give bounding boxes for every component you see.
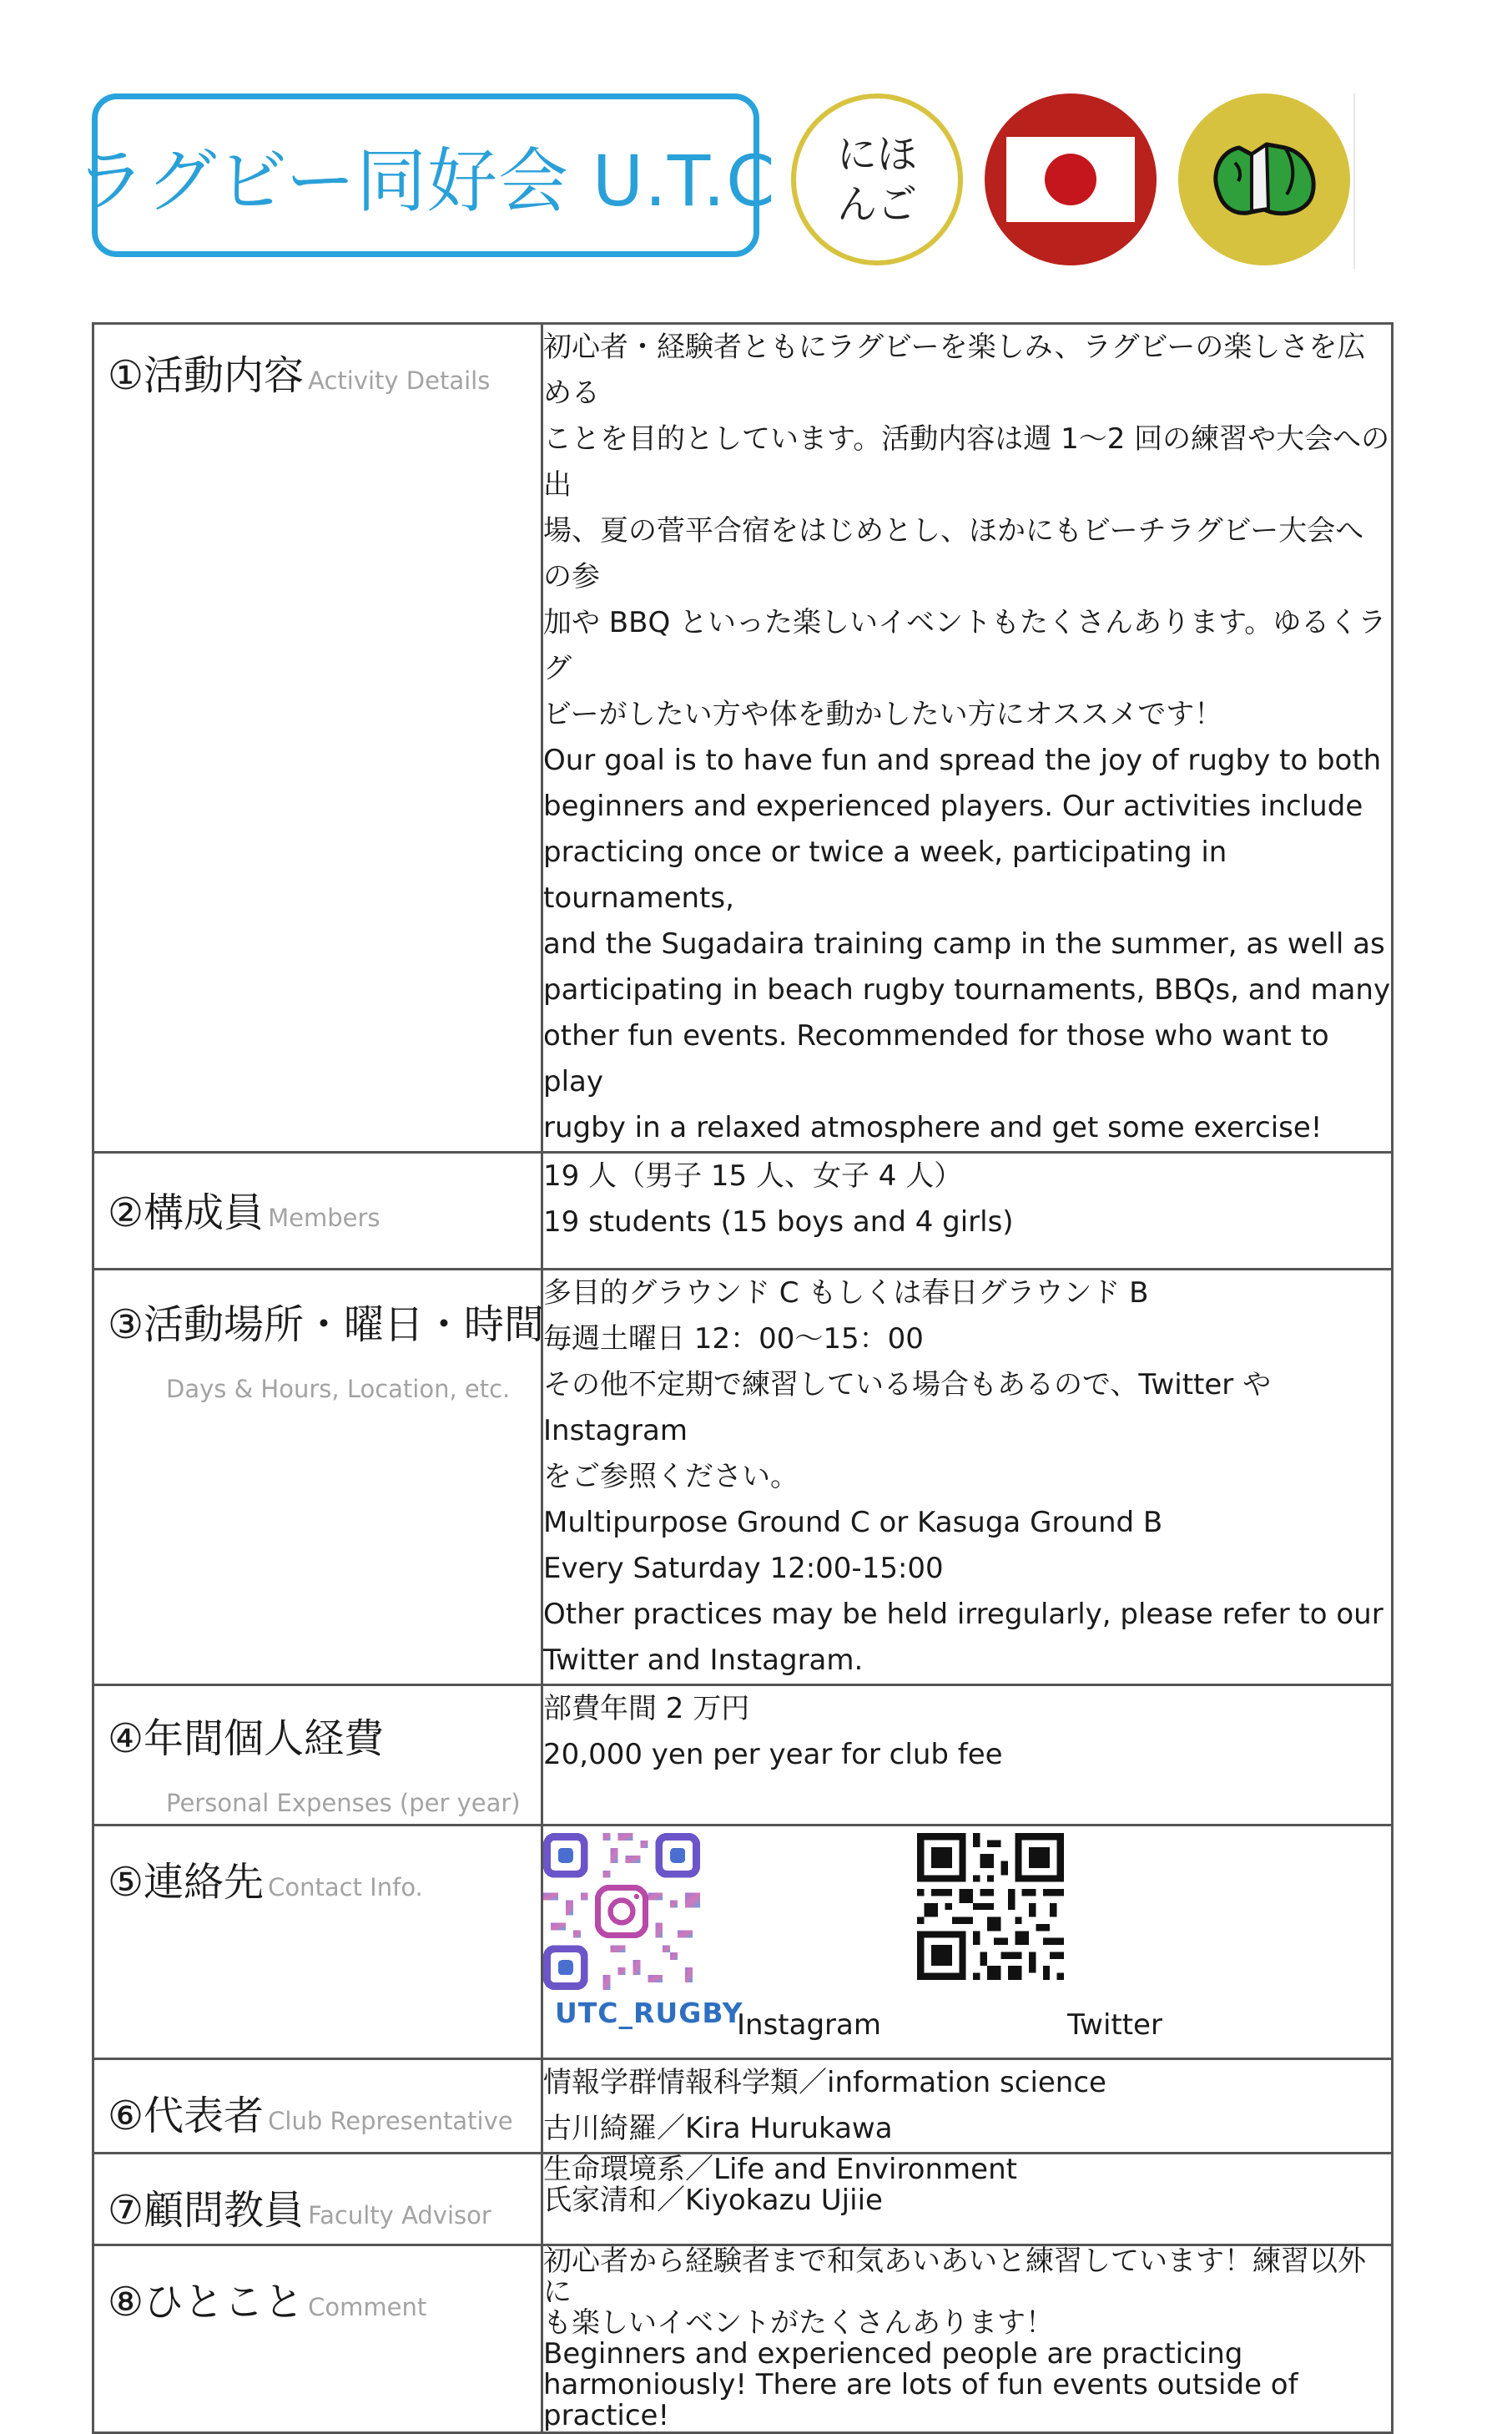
flag-sun: [1045, 154, 1096, 205]
location-line: Twitter and Instagram.: [543, 1644, 864, 1677]
arm-drawing: [1202, 129, 1327, 230]
table-row-expenses: [93, 1685, 1393, 1826]
activity-line: participating in beach rugby tournaments, BBQs, and many: [543, 973, 1391, 1007]
label-members-en: Members: [268, 1204, 381, 1232]
activity-line: ビーがしたい方や体を動かしたい方にオススメです！: [543, 698, 1223, 731]
value-cell-expenses: [542, 1685, 1393, 1826]
value-cell-activity: [542, 324, 1393, 1153]
activity-line: and the Sugadaira training camp in the summer, as well as: [543, 927, 1385, 961]
label-cell-activity: [93, 324, 542, 1153]
activity-line: Our goal is to have fun and spread the joy of rugby to both: [543, 744, 1382, 777]
label-contact: ⑤連絡先: [108, 1859, 265, 1906]
value-cell-members: [542, 1153, 1393, 1270]
label-comment-en: Comment: [308, 2293, 427, 2321]
value-cell-contact: [542, 1826, 1393, 2059]
label-advisor: ⑦顧問教員: [108, 2187, 305, 2234]
table-row-representative: [93, 2059, 1393, 2154]
instagram-qr-code[interactable]: [543, 1833, 700, 1990]
nihongo-badge-text: にほんご: [836, 131, 917, 228]
label-cell-expenses: [93, 1685, 542, 1826]
location-line: Multipurpose Ground C or Kasuga Ground B: [543, 1506, 1163, 1539]
label-location-en: Days & Hours, Location, etc.: [166, 1375, 511, 1403]
representative-line: 古川綺羅／Kira Hurukawa: [543, 2112, 893, 2145]
members-line: 19 students (15 boys and 4 girls): [543, 1205, 1014, 1239]
table-row-members: [93, 1153, 1393, 1270]
comment-line: practice!: [543, 2399, 670, 2432]
location-line: をご参照ください。: [543, 1460, 799, 1493]
label-members: ②構成員: [108, 1189, 265, 1236]
info-table: [92, 322, 1394, 2434]
label-expenses-en: Personal Expenses (per year): [166, 1789, 521, 1817]
comment-line: 初心者から経験者まで和気あいあいと練習しています！練習以外に: [543, 2245, 1366, 2309]
activity-line: beginners and experienced players. Our activities include: [543, 790, 1363, 823]
label-cell-comment: [93, 2245, 542, 2433]
japan-flag-icon: [985, 93, 1157, 265]
label-cell-advisor: [93, 2154, 542, 2245]
activity-line: rugby in a relaxed atmosphere and get some exercise!: [543, 1111, 1323, 1144]
activity-line: 加や BBQ といった楽しいイベントもたくさんあります。ゆるくラグ: [543, 606, 1387, 685]
activity-line: ことを目的としています。活動内容は週 1〜2 回の練習や大会への出: [543, 422, 1390, 502]
flexed-arm-beginner-mark-icon: [1178, 93, 1350, 265]
instagram-handle: UTC_RUGBY: [555, 1997, 743, 2029]
comment-line: harmoniously! There are lots of fun events outside of: [543, 2368, 1298, 2401]
twitter-qr-code[interactable]: [917, 1833, 1064, 1980]
header-divider: [1353, 93, 1355, 269]
location-line: Every Saturday 12:00-15:00: [543, 1552, 944, 1585]
label-expenses: ④年間個人経費: [108, 1715, 385, 1762]
location-line: Other practices may be held irregularly, please refer to our: [543, 1598, 1383, 1631]
location-line: 毎週土曜日 12：00〜15：00: [543, 1322, 924, 1356]
table-row-comment: [93, 2245, 1393, 2433]
club-title-box: [75, 93, 776, 257]
members-line: 19 人（男子 15 人、女子 4 人）: [543, 1159, 963, 1193]
value-cell-comment: [542, 2245, 1393, 2433]
label-activity-en: Activity Details: [308, 366, 491, 395]
instagram-label: Instagram: [737, 2008, 881, 2042]
activity-line: practicing once or twice a week, participating in tournaments,: [543, 836, 1227, 915]
value-cell-advisor: [542, 2154, 1393, 2245]
comment-line: も楽しいイベントがたくさんあります！: [543, 2306, 1054, 2340]
twitter-label: Twitter: [1067, 2008, 1162, 2042]
table-row-location: [93, 1270, 1393, 1685]
activity-line: 場、夏の菅平合宿をはじめとし、ほかにもビーチラグビー大会への参: [543, 514, 1364, 593]
value-cell-representative: [542, 2059, 1393, 2154]
value-cell-location: [542, 1270, 1393, 1685]
advisor-line: 生命環境系／Life and Environment: [543, 2153, 1017, 2186]
advisor-line: 氏家清和／Kiyokazu Ujiie: [543, 2184, 883, 2217]
representative-line: 情報学群情報科学類／information science: [543, 2066, 1106, 2099]
label-contact-en: Contact Info.: [268, 1873, 423, 1901]
activity-line: other fun events. Recommended for those who want to play: [543, 1019, 1329, 1098]
location-line: その他不定期で練習している場合もあるので、Twitter や Instagram: [543, 1368, 1272, 1447]
label-representative-en: Club Representative: [268, 2107, 513, 2135]
club-title: ラグビー同好会 U.T.C: [75, 139, 776, 222]
label-cell-location: [93, 1270, 545, 1685]
label-location: ③活動場所・曜日・時間: [108, 1301, 545, 1348]
table-row-activity: [93, 324, 1393, 1153]
label-activity: ①活動内容: [108, 352, 305, 399]
expenses-line: 部費年間 2 万円: [543, 1692, 750, 1725]
label-cell-members: [93, 1153, 542, 1270]
label-advisor-en: Faculty Advisor: [308, 2201, 491, 2229]
table-row-contact: [93, 1826, 1393, 2059]
label-representative: ⑥代表者: [108, 2093, 265, 2139]
expenses-line: 20,000 yen per year for club fee: [543, 1738, 1003, 1771]
label-cell-representative: [93, 2059, 542, 2154]
location-line: 多目的グラウンド C もしくは春日グラウンド B: [543, 1276, 1149, 1310]
comment-line: Beginners and experienced people are practicing: [543, 2337, 1243, 2371]
nihongo-badge-icon: [791, 93, 963, 265]
flag-field: [1006, 137, 1135, 222]
label-comment: ⑧ひとこと: [108, 2279, 305, 2325]
activity-line: 初心者・経験者ともにラグビーを楽しみ、ラグビーの楽しさを広める: [543, 331, 1366, 410]
table-row-advisor: [93, 2154, 1393, 2245]
label-cell-contact: [93, 1826, 542, 2059]
